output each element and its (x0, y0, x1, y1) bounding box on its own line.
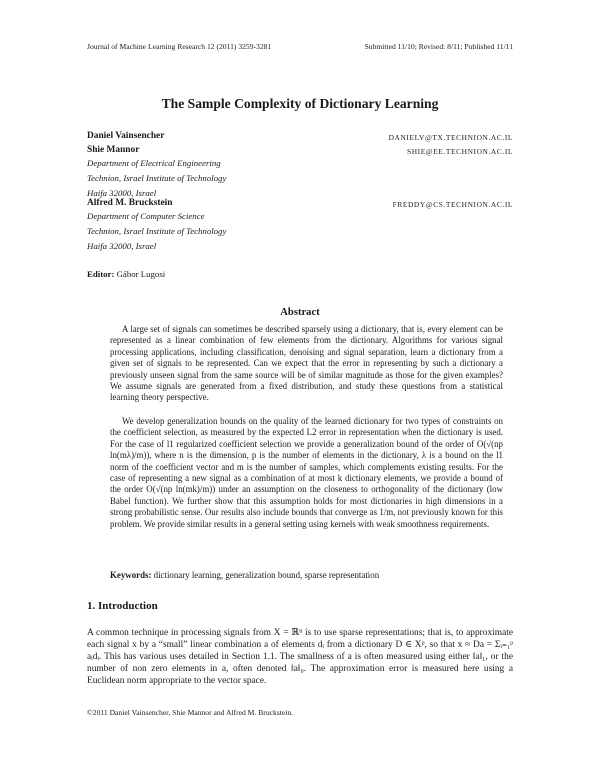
abstract-paragraph-2: We develop generalization bounds on the quality of the learned dictionary for two types of constraints on the coefficient selection, as measured by the expected L2 error in representation when the dictionary is used. For the case of l1 regularized coefficient selection we provide a generalization bound of the order of O(√(np ln(mλ)/m)), where n is the dimension, p is the number of elements in the dictionary, λ is a bound on the l1 norm of the coefficient vector and m is the number of samples, which complements existing results. For the case of representing a new signal as a combination of at most k dictionary elements, we provide a bound of the order O(√(np ln(mk)/m)) under an assumption on the closeness to orthogonality of the dictionary (low Babel function). We further show that this assumption holds for most dictionaries in high dimensions in a strong probabilistic sense. Our results also include bounds that converge as 1/m, not previously known for this problem. We provide similar results in a general setting using kernels with weak smoothness requirements. (110, 416, 503, 529)
editor-line: Editor: Gábor Lugosi (87, 269, 166, 279)
author-email[interactable]: SHIE@EE.TECHNION.AC.IL (406, 147, 513, 156)
affiliation-1: Department of Electrical Engineering Technion, Israel Institute of Technology Haifa 32000, Israel (87, 158, 227, 198)
section-paragraph: A common technique in processing signals from X = ℝⁿ is to use sparse representations; that is, to approximate each signal x by a “small” linear combination a of elements dᵢ from a dictionary D ∈ Xᵖ, so that x ≈ Da = Σᵢ₌₁ᵖ aᵢdᵢ. This has various uses detailed in Section 1.1. The smallness of a is often measured using either ‖a‖₁, or the number of non zero elements in a, often denoted ‖a‖₀. The approximation error is measured here using a Euclidean norm appropriate to the vector space. (87, 628, 513, 687)
submission-dates: Submitted 11/10; Revised: 8/11; Published 11/11 (364, 42, 513, 51)
journal-header: Journal of Machine Learning Research 12 (2011) 3259-3281 (87, 42, 272, 51)
abstract-paragraph-1: A large set of signals can sometimes be described sparsely using a dictionary, that is, every element can be represented as a linear combination of few elements from the dictionary. Algorithms for various signal processing applications, including classification, denoising and signal separation, learn a dictionary from a given set of signals to be represented. Can we expect that the error in representing by such a dictionary a previously unseen signal from the same source will be of similar magnitude as those for the given examples? We assume signals are generated from a fixed distribution, and study these questions from a statistical learning theory perspective. (110, 324, 503, 403)
keywords-line: Keywords: dictionary learning, generalization bound, sparse representation (110, 570, 380, 580)
author-name: Alfred M. Bruckstein (87, 198, 173, 208)
author-email[interactable]: DANIELV@TX.TECHNION.AC.IL (388, 133, 513, 142)
author-name: Daniel Vainsencher (87, 131, 165, 141)
author-email[interactable]: FREDDY@CS.TECHNION.AC.IL (392, 200, 513, 209)
affiliation-2: Department of Computer Science Technion, Israel Institute of Technology Haifa 32000, Israel (87, 211, 227, 251)
section-heading: 1. Introduction (87, 600, 158, 612)
abstract-heading: Abstract (280, 307, 320, 318)
copyright-footer: ©2011 Daniel Vainsencher, Shie Mannor and Alfred M. Bruckstein. (87, 708, 294, 717)
author-name: Shie Mannor (87, 145, 140, 155)
paper-title: The Sample Complexity of Dictionary Learning (161, 96, 439, 111)
